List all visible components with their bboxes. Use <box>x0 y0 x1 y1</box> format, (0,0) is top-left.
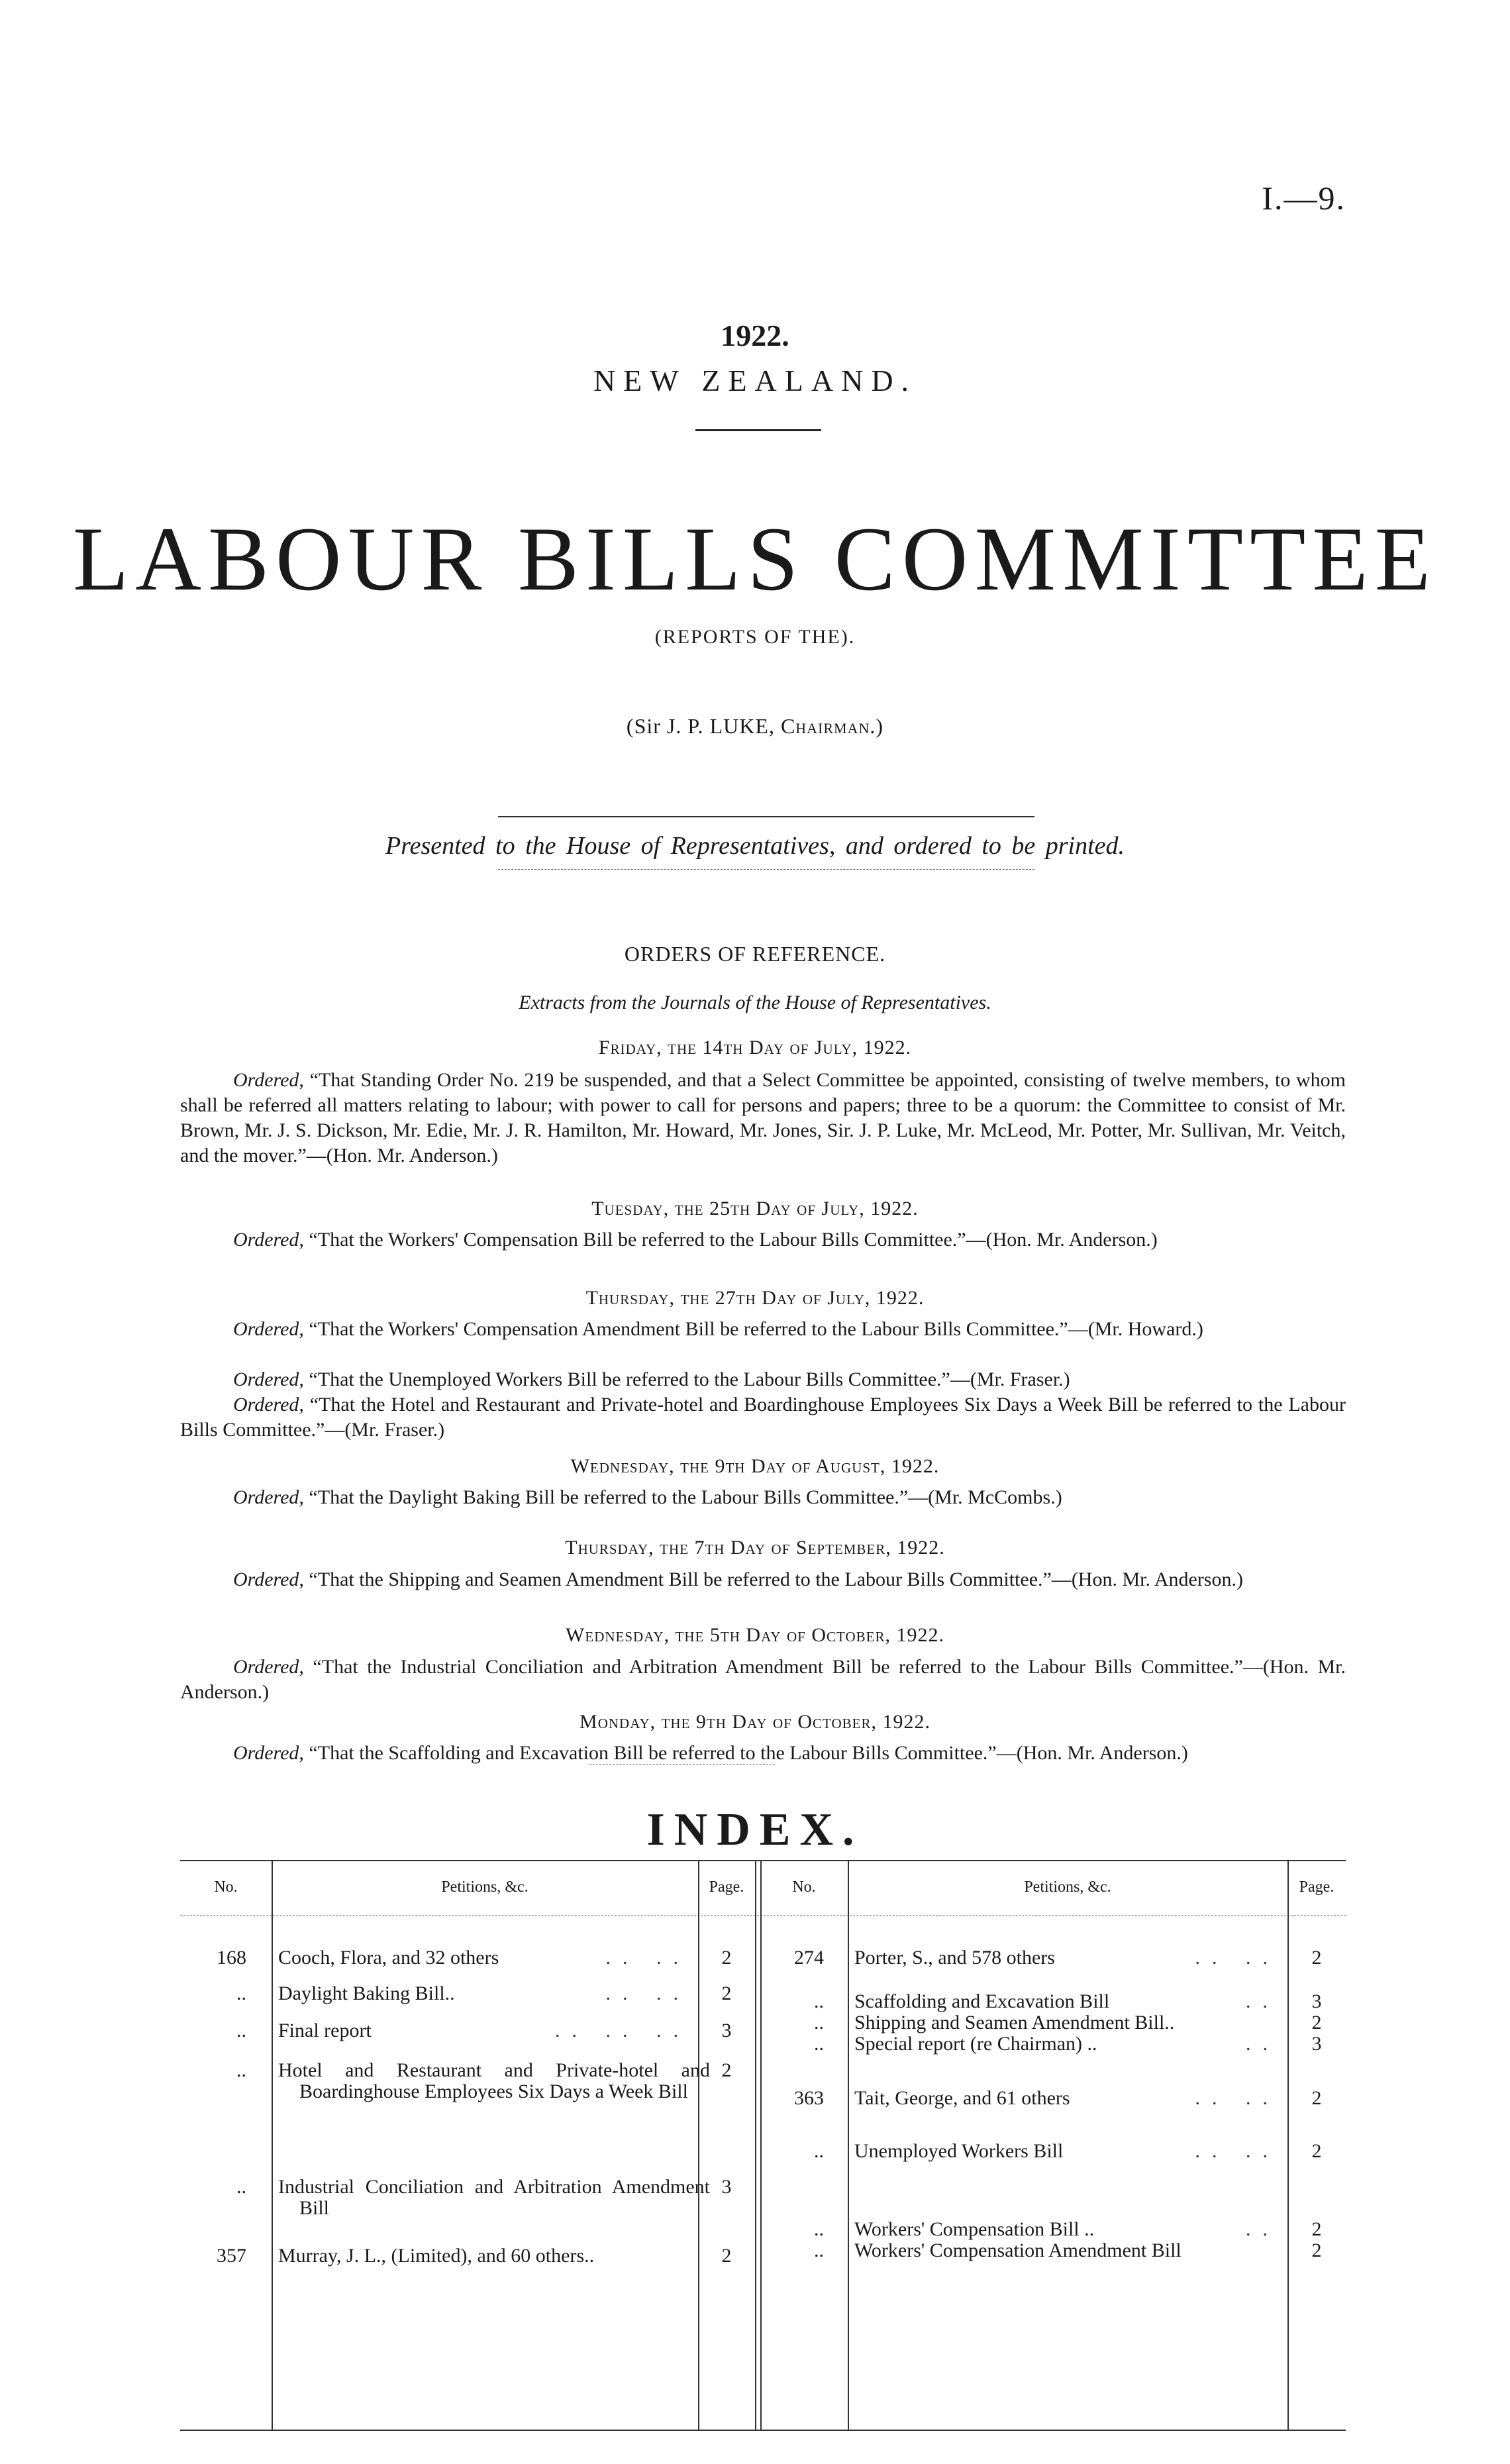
row-number: .. <box>814 2140 824 2162</box>
order-paragraph <box>180 1392 1346 1443</box>
column-line <box>848 1860 849 2430</box>
row-title: Special report (re Chairman) .. <box>854 2033 1097 2055</box>
row-page: 2 <box>721 2059 732 2081</box>
order-date: Thursday, the 27th Day of July, 1922. <box>585 1287 925 1309</box>
row-title: Workers' Compensation Bill .. <box>854 2218 1095 2240</box>
ordered-label: Ordered, <box>233 1368 304 1390</box>
leader-dots: .. .. <box>605 1982 690 2004</box>
divider <box>498 869 1034 870</box>
row-number: 168 <box>217 1947 246 1969</box>
chairman-role: Chairman <box>780 714 870 738</box>
presented-line: Presented to the House of Representatives, and ordered to be printed. <box>385 832 1125 860</box>
ordered-label: Ordered, <box>233 1486 304 1508</box>
row-number: 363 <box>794 2087 824 2109</box>
divider <box>589 1764 775 1765</box>
index-heading: INDEX. <box>646 1804 864 1855</box>
row-title: Final report <box>278 2020 372 2041</box>
ordered-label: Ordered, <box>233 1229 304 1251</box>
divider <box>498 816 1034 817</box>
chairman-line <box>0 714 1510 739</box>
leader-dots: .. .. <box>1195 2140 1280 2162</box>
order-date: Tuesday, the 25th Day of July, 1922. <box>591 1198 919 1219</box>
divider <box>695 429 821 431</box>
country-heading: NEW ZEALAND. <box>593 364 917 397</box>
row-number: .. <box>236 1982 246 2004</box>
row-number: .. <box>236 2020 246 2041</box>
order-text: “That the Hotel and Restaurant and Private-hotel and Boardinghouse Employees Six Days a Week Bill be referred to the Labour Bills Committee.”—(Mr. Fraser.) <box>180 1394 1346 1441</box>
row-page: 2 <box>721 1947 732 1969</box>
order-paragraph <box>180 1367 1346 1392</box>
row-title: Unemployed Workers Bill <box>854 2140 1064 2162</box>
column-line <box>755 1860 756 2430</box>
leader-dots: .. <box>1246 2218 1280 2240</box>
row-title: Cooch, Flora, and 32 others <box>278 1947 499 1969</box>
row-page: 2 <box>1311 2218 1322 2240</box>
column-line <box>272 1860 273 2430</box>
chairman-name: (Sir J. P. LUKE, <box>626 714 781 738</box>
row-number: .. <box>236 2059 246 2081</box>
table-top-rule <box>180 1860 1346 1861</box>
table-bottom-rule <box>180 2430 1346 2431</box>
leader-dots: .. <box>1246 1990 1280 2012</box>
row-page: 3 <box>1311 2033 1322 2055</box>
row-number: 274 <box>794 1947 824 1969</box>
order-paragraph <box>180 1741 1346 1766</box>
row-title: Hotel and Restaurant and Private-hotel and Boardinghouse Employees Six Days a Week Bill <box>278 2059 710 2102</box>
extracts-line: Extracts from the Journals of the House of Representatives. <box>519 992 991 1013</box>
orders-heading: ORDERS OF REFERENCE. <box>624 942 886 966</box>
order-text: “That the Workers' Compensation Bill be referred to the Labour Bills Committee.”—(Hon. Mr. Anderson.) <box>309 1229 1158 1251</box>
order-paragraph <box>180 1485 1346 1510</box>
order-text: “That Standing Order No. 219 be suspended, and that a Select Committee be appointed, consisting of twelve members, to whom shall be referred all matters relating to labour; with power to call for persons and papers; three to be a quorum: the Committee to consist of Mr. Brown, Mr. J. S. Dickson, Mr. Edie, Mr. J. R. Hamilton, Mr. Howard, Mr. Jones, Sir. J. P. Luke, Mr. McLeod, Mr. Potter, Mr. Sullivan, Mr. Veitch, and the mover.”—(Hon. Mr. Anderson.) <box>180 1069 1346 1166</box>
document-subtitle: (REPORTS OF THE). <box>654 626 856 648</box>
order-paragraph <box>180 1227 1346 1253</box>
leader-dots: .. <box>1246 2033 1280 2055</box>
row-page: 2 <box>1311 2239 1322 2261</box>
order-text: “That the Unemployed Workers Bill be referred to the Labour Bills Committee.”—(Mr. Fraser.) <box>309 1368 1070 1390</box>
order-date: Wednesday, the 9th Day of August, 1922. <box>570 1455 940 1477</box>
index-table <box>180 1860 1346 2443</box>
order-paragraph <box>180 1567 1346 1592</box>
column-header-page: Page. <box>709 1878 744 1896</box>
order-text: “That the Scaffolding and Excavation Bill be referred to the Labour Bills Committee.”—(Hon. Mr. Anderson.) <box>309 1742 1188 1764</box>
row-number: .. <box>814 2033 824 2055</box>
row-page: 3 <box>1311 1990 1322 2012</box>
row-number: .. <box>236 2176 246 2198</box>
column-header-page: Page. <box>1299 1878 1334 1896</box>
leader-dots: .. .. <box>605 1947 690 1969</box>
row-page: 3 <box>721 2020 732 2041</box>
row-number: .. <box>814 2218 824 2240</box>
column-header-petitions: Petitions, &c. <box>1024 1878 1111 1896</box>
ordered-label: Ordered, <box>233 1568 304 1590</box>
row-title: Tait, George, and 61 others <box>854 2087 1070 2109</box>
row-title: Daylight Baking Bill.. <box>278 1982 455 2004</box>
leader-dots: .. .. <box>1195 2087 1280 2109</box>
row-title: Shipping and Seamen Amendment Bill.. <box>854 2012 1175 2033</box>
order-text: “That the Shipping and Seamen Amendment Bill be referred to the Labour Bills Committee.”—(Hon. Mr. Anderson.) <box>309 1568 1243 1590</box>
order-text: “That the Industrial Conciliation and Arbitration Amendment Bill be referred to the Labour Bills Committee.”—(Hon. Mr. Anderson.) <box>180 1656 1346 1703</box>
order-paragraph <box>180 1317 1346 1342</box>
order-date: Monday, the 9th Day of October, 1922. <box>579 1711 931 1733</box>
row-page: 2 <box>1311 2012 1322 2033</box>
row-title: Workers' Compensation Amendment Bill <box>854 2239 1182 2261</box>
ordered-label: Ordered, <box>233 1069 304 1091</box>
leader-dots: .. .. <box>1195 1947 1280 1969</box>
row-title: Industrial Conciliation and Arbitration Amendment Bill <box>278 2176 710 2219</box>
leader-dots: .. .. .. <box>555 2020 690 2041</box>
row-number: .. <box>814 2012 824 2033</box>
row-number: 357 <box>217 2245 246 2267</box>
ordered-label: Ordered, <box>233 1742 304 1764</box>
ordered-label: Ordered, <box>233 1318 304 1340</box>
row-title: Scaffolding and Excavation Bill <box>854 1990 1110 2012</box>
order-text: “That the Daylight Baking Bill be referred to the Labour Bills Committee.”—(Mr. McCombs.) <box>309 1486 1062 1508</box>
order-paragraph <box>180 1655 1346 1705</box>
order-paragraph <box>180 1068 1346 1168</box>
row-number: .. <box>814 1990 824 2012</box>
page-reference: I.—9. <box>1262 180 1346 217</box>
column-line <box>698 1860 699 2430</box>
row-page: 2 <box>721 1982 732 2004</box>
row-page: 2 <box>1311 1947 1322 1969</box>
row-title: Porter, S., and 578 others <box>854 1947 1055 1969</box>
document-title: LABOUR BILLS COMMITTEE <box>73 508 1437 609</box>
ordered-label: Ordered, <box>233 1394 304 1415</box>
row-page: 2 <box>721 2245 732 2267</box>
row-number: .. <box>814 2239 824 2261</box>
document-year: 1922. <box>721 319 789 352</box>
row-page: 2 <box>1311 2087 1322 2109</box>
column-header-no: No. <box>214 1878 238 1896</box>
order-date: Friday, the 14th Day of July, 1922. <box>598 1037 912 1058</box>
column-header-petitions: Petitions, &c. <box>441 1878 528 1896</box>
column-header-no: No. <box>792 1878 816 1896</box>
row-title: Murray, J. L., (Limited), and 60 others.. <box>278 2245 595 2267</box>
row-page: 3 <box>721 2176 732 2198</box>
ordered-label: Ordered, <box>233 1656 304 1678</box>
order-text: “That the Workers' Compensation Amendment Bill be referred to the Labour Bills Committee.”—(Mr. Howard.) <box>309 1318 1203 1340</box>
row-page: 2 <box>1311 2140 1322 2162</box>
chairman-close: .) <box>870 714 884 738</box>
order-date: Thursday, the 7th Day of September, 1922. <box>565 1537 945 1559</box>
order-date: Wednesday, the 5th Day of October, 1922. <box>566 1624 944 1646</box>
